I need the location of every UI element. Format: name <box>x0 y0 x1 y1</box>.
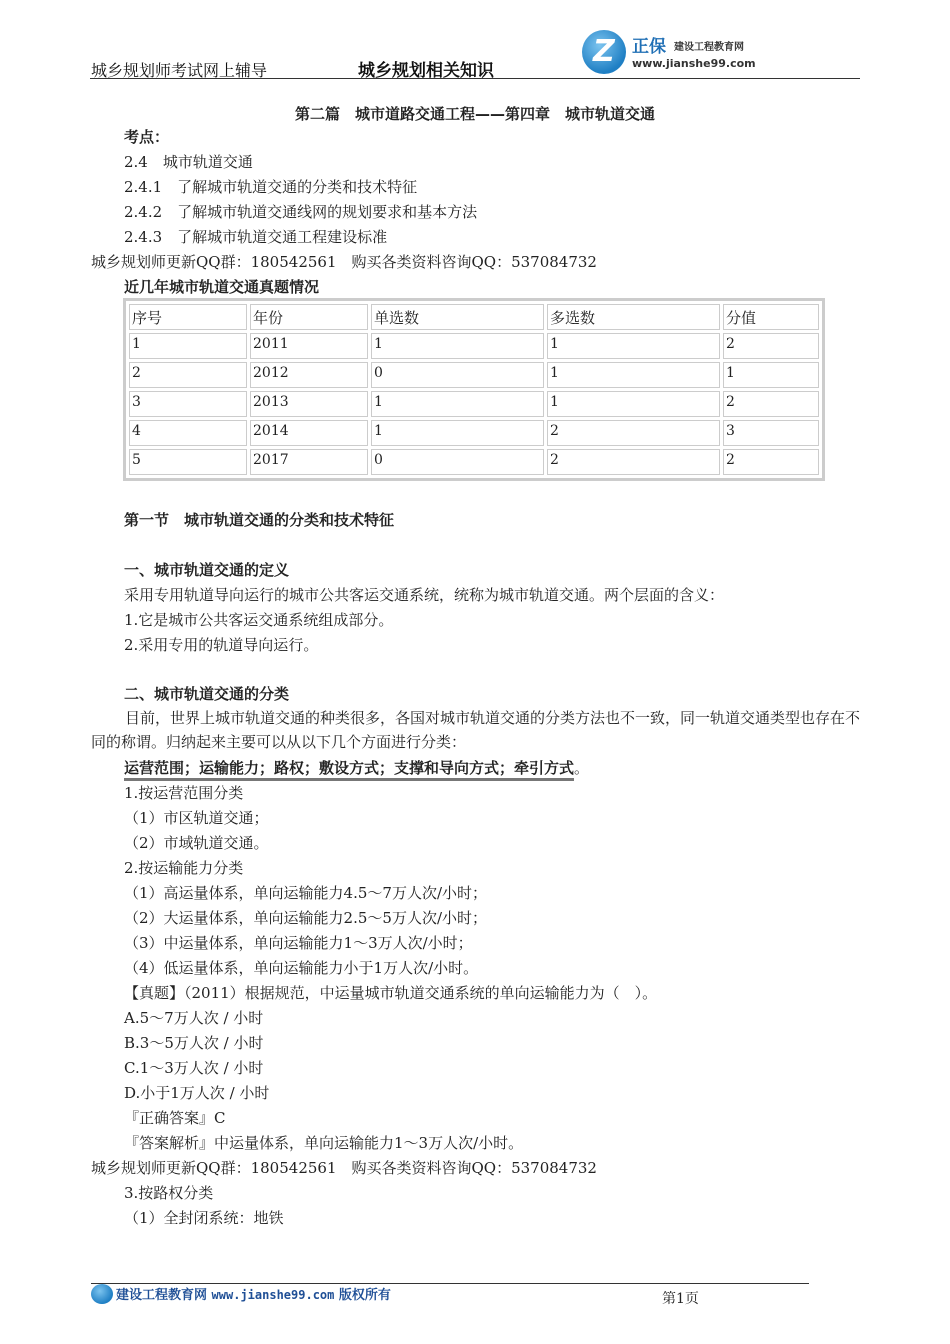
question-option: D.小于1万人次 / 小时 <box>124 1084 270 1102</box>
table-row <box>129 449 819 475</box>
table-header-row <box>129 304 819 330</box>
question-option: A.5～7万人次 / 小时 <box>124 1009 264 1027</box>
logo-sub: 建设工程教育网 <box>674 42 744 53</box>
question-stem: 【真题】（2011）根据规范，中运量城市轨道交通系统的单向运输能力为（ ）。 <box>124 984 658 1002</box>
table-cell: 2 <box>723 449 819 475</box>
part2-line: （2）市域轨道交通。 <box>124 834 269 852</box>
key-points-text: 运营范围；运输能力；路权；敷设方式；支撑和导向方式；牵引方式 <box>124 759 574 781</box>
kaodian-item: 2.4 城市轨道交通 <box>124 153 253 171</box>
table-cell: 2017 <box>250 449 368 475</box>
part1-para: 采用专用轨道导向运行的城市公共客运交通系统，统称为城市轨道交通。两个层面的含义： <box>124 586 725 604</box>
logo-brand: 正保 <box>632 37 666 57</box>
table-cell: 1 <box>371 391 544 417</box>
table-header-cell: 年份 <box>250 304 368 330</box>
table-header-cell: 多选数 <box>547 304 720 330</box>
part1-item: 2.采用专用的轨道导向运行。 <box>124 636 319 654</box>
kaodian-item: 2.4.2 了解城市轨道交通线网的规划要求和基本方法 <box>124 203 478 221</box>
part2-para: 目前，世界上城市轨道交通的种类很多，各国对城市轨道交通的分类方法也不一致，同一轨道交通类型也存在不同的称谓。归纳起来主要可以从以下几个方面进行分类： <box>91 709 861 751</box>
kaodian-label: 考点： <box>124 128 170 146</box>
footer-url[interactable]: www.jianshe99.com <box>211 1288 335 1302</box>
qq-notice: 城乡规划师更新QQ群：180542561 购买各类资料咨询QQ：537084732 <box>91 253 597 271</box>
page-title: 第二篇 城市道路交通工程——第四章 城市轨道交通 <box>294 105 655 123</box>
table-cell: 0 <box>371 362 544 388</box>
footer-site-name: 建设工程教育网 <box>116 1288 208 1303</box>
part2-line: （1）高运量体系，单向运输能力4.5～7万人次/小时； <box>124 884 487 902</box>
table-cell: 2 <box>547 449 720 475</box>
footer-rights: 版权所有 <box>338 1288 391 1303</box>
header-center-title: 城乡规划相关知识 <box>358 61 494 81</box>
part2-line: 1.按运营范围分类 <box>124 784 244 802</box>
table-cell: 2 <box>723 391 819 417</box>
part2-line: （3）中运量体系，单向运输能力1～3万人次/小时； <box>124 934 473 952</box>
footer-logo-icon <box>91 1284 113 1304</box>
table-cell: 1 <box>723 362 819 388</box>
table-row <box>129 420 819 446</box>
key-points <box>124 758 589 778</box>
table-header-cell: 分值 <box>723 304 819 330</box>
part1-item: 1.它是城市公共客运交通系统组成部分。 <box>124 611 394 629</box>
table-cell: 3 <box>129 391 247 417</box>
table-cell: 1 <box>547 362 720 388</box>
table-cell: 2012 <box>250 362 368 388</box>
table-cell: 0 <box>371 449 544 475</box>
part2-line: 3.按路权分类 <box>124 1184 214 1202</box>
part1-heading: 一、城市轨道交通的定义 <box>124 561 290 579</box>
correct-answer: 『正确答案』C <box>124 1109 226 1127</box>
table-cell: 1 <box>371 420 544 446</box>
answer-explanation: 『答案解析』中运量体系，单向运输能力1～3万人次/小时。 <box>124 1134 524 1152</box>
part2-line: （1）全封闭系统：地铁 <box>124 1209 284 1227</box>
part2-line: （1）市区轨道交通； <box>124 809 269 827</box>
table-cell: 1 <box>129 333 247 359</box>
table-caption: 近几年城市轨道交通真题情况 <box>124 278 320 296</box>
kaodian-item: 2.4.1 了解城市轨道交通的分类和技术特征 <box>124 178 418 196</box>
table-cell: 4 <box>129 420 247 446</box>
key-points-end: 。 <box>574 759 590 777</box>
table-header-cell: 序号 <box>129 304 247 330</box>
table-cell: 5 <box>129 449 247 475</box>
table-row <box>129 333 819 359</box>
header-divider <box>90 78 860 79</box>
table-cell: 1 <box>547 391 720 417</box>
exam-stats-table <box>123 298 825 481</box>
question-option: C.1～3万人次 / 小时 <box>124 1059 264 1077</box>
table-cell: 1 <box>371 333 544 359</box>
table-cell: 2 <box>129 362 247 388</box>
part2-line: 2.按运输能力分类 <box>124 859 244 877</box>
question-option: B.3～5万人次 / 小时 <box>124 1034 264 1052</box>
page-number: 第1页 <box>662 1291 699 1307</box>
part2-line: （2）大运量体系，单向运输能力2.5～5万人次/小时； <box>124 909 487 927</box>
table-header-cell: 单选数 <box>371 304 544 330</box>
table-cell: 2014 <box>250 420 368 446</box>
table-cell: 3 <box>723 420 819 446</box>
footer-site[interactable] <box>116 1284 391 1303</box>
site-logo[interactable] <box>582 30 782 76</box>
table-cell: 2011 <box>250 333 368 359</box>
qq-notice: 城乡规划师更新QQ群：180542561 购买各类资料咨询QQ：537084732 <box>91 1159 597 1177</box>
table-cell: 2 <box>723 333 819 359</box>
part2-line: （4）低运量体系，单向运输能力小于1万人次/小时。 <box>124 959 479 977</box>
part2-heading: 二、城市轨道交通的分类 <box>124 685 290 703</box>
table-row <box>129 362 819 388</box>
table-cell: 1 <box>547 333 720 359</box>
header-left-text: 城乡规划师考试网上辅导 <box>91 61 268 80</box>
table-cell: 2013 <box>250 391 368 417</box>
section-heading: 第一节 城市轨道交通的分类和技术特征 <box>124 511 395 529</box>
logo-url: www.jianshe99.com <box>632 57 756 70</box>
table-row <box>129 391 819 417</box>
logo-z-icon: Z <box>582 30 626 74</box>
kaodian-item: 2.4.3 了解城市轨道交通工程建设标准 <box>124 228 388 246</box>
table-cell: 2 <box>547 420 720 446</box>
